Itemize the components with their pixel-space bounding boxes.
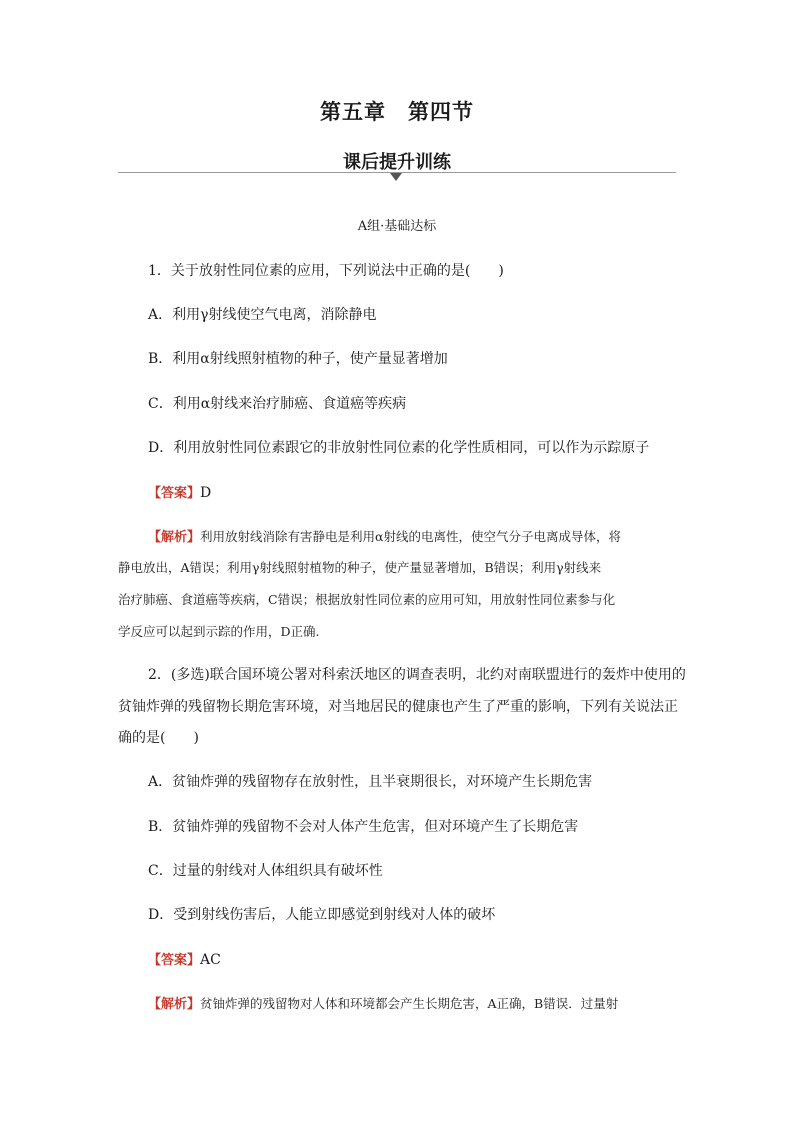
- divider-triangle-icon: [390, 173, 402, 181]
- group-title: A组·基础达标: [357, 219, 437, 234]
- section-subtitle: 课后提升训练: [343, 152, 451, 173]
- analysis-text: 利用放射线消除有害静电是利用α射线的电离性，使空气分子电离成导体，将: [200, 529, 621, 544]
- q1-answer: [148, 482, 211, 501]
- q1-option-b: B．利用α射线照射植物的种子，使产量显著增加: [148, 351, 448, 367]
- q1-option-d: D．利用放射性同位素跟它的非放射性同位素的化学性质相同，可以作为示踪原子: [148, 440, 650, 456]
- section-label: 第四节: [408, 99, 474, 124]
- chapter-label: 第五章: [320, 99, 386, 124]
- answer-value: AC: [200, 952, 221, 968]
- q2-analysis-line: [148, 993, 618, 1012]
- q2-stem-line: 2．(多选)联合国环境公署对科索沃地区的调查表明，北约对南联盟进行的轰炸中使用的: [148, 667, 686, 683]
- q1-stem: 1．关于放射性同位素的应用，下列说法中正确的是( ): [148, 263, 504, 279]
- analysis-text: 贫铀炸弹的残留物对人体和环境都会产生长期危害，A正确，B错误．过量射: [200, 996, 619, 1011]
- q1-analysis-line: 静电放出，A错误；利用γ射线照射植物的种子，使产量显著增加，B错误；利用γ射线来: [118, 560, 602, 575]
- q2-option-b: B．贫铀炸弹的残留物不会对人体产生危害，但对环境产生了长期危害: [148, 819, 579, 835]
- q1-analysis-line: [148, 526, 621, 545]
- chapter-title: [0, 96, 794, 126]
- q1-analysis-line: 学反应可以起到示踪的作用，D正确.: [118, 624, 320, 639]
- q2-option-d: D．受到射线伤害后，人能立即感觉到射线对人体的破坏: [148, 907, 496, 923]
- analysis-tag: 【解析】: [148, 530, 201, 545]
- q2-option-a: A．贫铀炸弹的残留物存在放射性，且半衰期很长，对环境产生长期危害: [148, 774, 593, 790]
- answer-tag: 【答案】: [148, 953, 201, 968]
- q2-option-c: C．过量的射线对人体组织具有破坏性: [148, 863, 383, 879]
- q1-option-a: A．利用γ射线使空气电离，消除静电: [148, 307, 377, 323]
- q2-stem-line: 贫铀炸弹的残留物长期危害环境，对当地居民的健康也产生了严重的影响，下列有关说法正: [118, 699, 678, 715]
- answer-tag: 【答案】: [148, 486, 201, 501]
- answer-value: D: [200, 485, 212, 501]
- q1-option-c: C．利用α射线来治疗肺癌、食道癌等疾病: [148, 396, 407, 412]
- analysis-tag: 【解析】: [148, 997, 201, 1012]
- q2-answer: [148, 949, 221, 968]
- q1-analysis-line: 治疗肺癌、食道癌等疾病，C错误；根据放射性同位素的应用可知，用放射性同位素参与化: [118, 592, 616, 607]
- q2-stem-line: 确的是( ): [118, 730, 199, 746]
